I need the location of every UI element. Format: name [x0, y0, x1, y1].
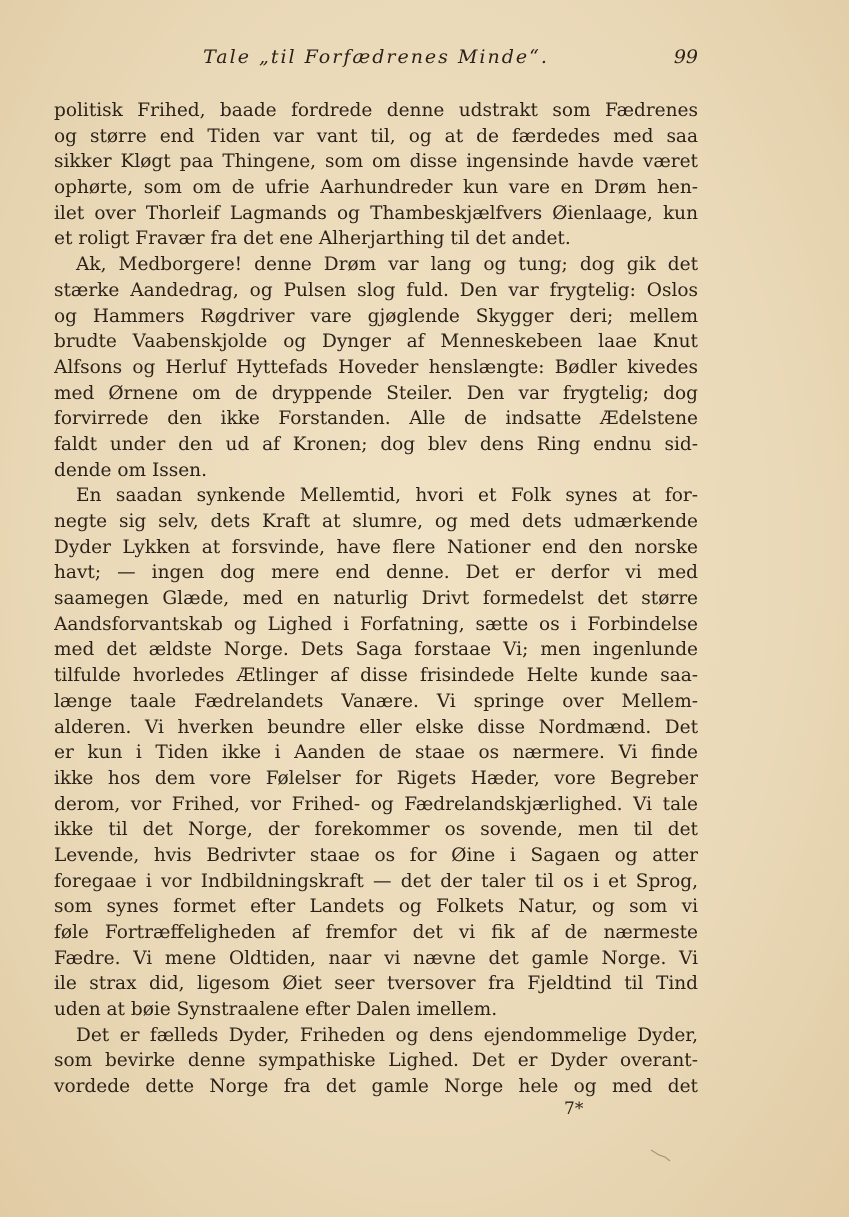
text-line: stærke Aandedrag, og Pulsen slog fuld. Den var frygtelig: Oslos: [54, 279, 698, 301]
body-text: [54, 98, 698, 1100]
text-line: En saadan synkende Mellemtid, hvori et Folk synes at for-: [76, 485, 698, 507]
text-line: faldt under den ud af Kronen; dog blev dens Ring endnu sid-: [54, 433, 698, 455]
text-line: alderen. Vi hverken beundre eller elske disse Nordmænd. Det: [54, 716, 698, 738]
text-line: Alfsons og Herluf Hyttefads Hoveder henslængte: Bødler kivedes: [54, 356, 698, 378]
text-line: Dyder Lykken at forsvinde, have flere Nationer end den norske: [54, 536, 698, 558]
text-line: forvirrede den ikke Forstanden. Alle de indsatte Ædelstene: [54, 408, 698, 430]
text-line: ilet over Thorleif Lagmands og Thambeskjælfvers Øienlaage, kun: [54, 202, 698, 224]
text-line: med det ældste Norge. Dets Saga forstaae Vi; men ingenlunde: [54, 639, 698, 661]
text-line: saamegen Glæde, med en naturlig Drivt formedelst det større: [54, 588, 698, 610]
text-line: ikke hos dem vore Følelser for Rigets Hæder, vore Begreber: [54, 767, 698, 789]
text-line: derom, vor Frihed, vor Frihed- og Fædrelandskjærlighed. Vi tale: [54, 793, 698, 815]
running-title: Tale „til Forfædrenes Minde“.: [203, 46, 549, 68]
text-line: og Hammers Røgdriver vare gjøglende Skygger deri; mellem: [54, 305, 698, 327]
text-line: Det er fælleds Dyder, Friheden og dens ejendommelige Dyder,: [76, 1024, 698, 1046]
text-line: Levende, hvis Bedrivter staae os for Øine i Sagaen og atter: [54, 844, 698, 866]
paper-speck: [650, 1148, 672, 1162]
text-line: længe taale Fædrelandets Vanære. Vi springe over Mellem-: [54, 690, 698, 712]
text-line: med Ørnene om de dryppende Steiler. Den var frygtelig; dog: [54, 382, 698, 404]
text-line: sikker Kløgt paa Thingene, som om disse ingensinde havde været: [54, 151, 698, 173]
text-line: tilfulde hvorledes Ætlinger af disse frisindede Helte kunde saa-: [54, 665, 698, 687]
text-line: og større end Tiden var vant til, og at de færdedes med saa: [54, 125, 698, 147]
text-line: havt; — ingen dog mere end denne. Det er derfor vi med: [54, 562, 698, 584]
text-line: føle Fortræffeligheden af fremfor det vi fik af de nærmeste: [54, 922, 698, 943]
text-line: er kun i Tiden ikke i Aanden de staae os nærmere. Vi finde: [54, 742, 698, 764]
text-line: negte sig selv, dets Kraft at slumre, og med dets udmærkende: [54, 511, 698, 532]
text-line: dende om Issen.: [54, 459, 207, 481]
text-line: vordede dette Norge fra det gamle Norge hele og med det: [54, 1076, 698, 1098]
running-head: [54, 46, 698, 76]
signature-mark: 7*: [564, 1099, 584, 1119]
text-line: brudte Vaabenskjolde og Dynger af Menneskebeen laae Knut: [54, 331, 698, 353]
text-line: som synes formet efter Landets og Folkets Natur, og som vi: [54, 896, 698, 918]
text-line: som bevirke denne sympathiske Lighed. Det er Dyder overant-: [54, 1050, 698, 1072]
text-line: politisk Frihed, baade fordrede denne udstrakt som Fædrenes: [54, 100, 698, 121]
text-line: et roligt Fravær fra det ene Alherjarthing til det andet.: [54, 228, 571, 250]
text-line: foregaae i vor Indbildningskraft — det der taler til os i et Sprog,: [54, 870, 698, 892]
text-line: ikke til det Norge, der forekommer os sovende, men til det: [54, 819, 698, 841]
text-line: Fædre. Vi mene Oldtiden, naar vi nævne det gamle Norge. Vi: [54, 947, 698, 969]
text-line: ile strax did, ligesom Øiet seer tversover fra Fjeldtind til Tind: [54, 973, 698, 995]
text-line: ophørte, som om de ufrie Aarhundreder kun vare en Drøm hen-: [54, 177, 698, 199]
text-line: Aandsforvantskab og Lighed i Forfatning, sætte os i Forbindelse: [54, 613, 698, 635]
text-line: Ak, Medborgere! denne Drøm var lang og tung; dog gik det: [76, 254, 698, 276]
page-number: 99: [673, 46, 698, 68]
text-line: uden at bøie Synstraalene efter Dalen imellem.: [54, 999, 498, 1021]
